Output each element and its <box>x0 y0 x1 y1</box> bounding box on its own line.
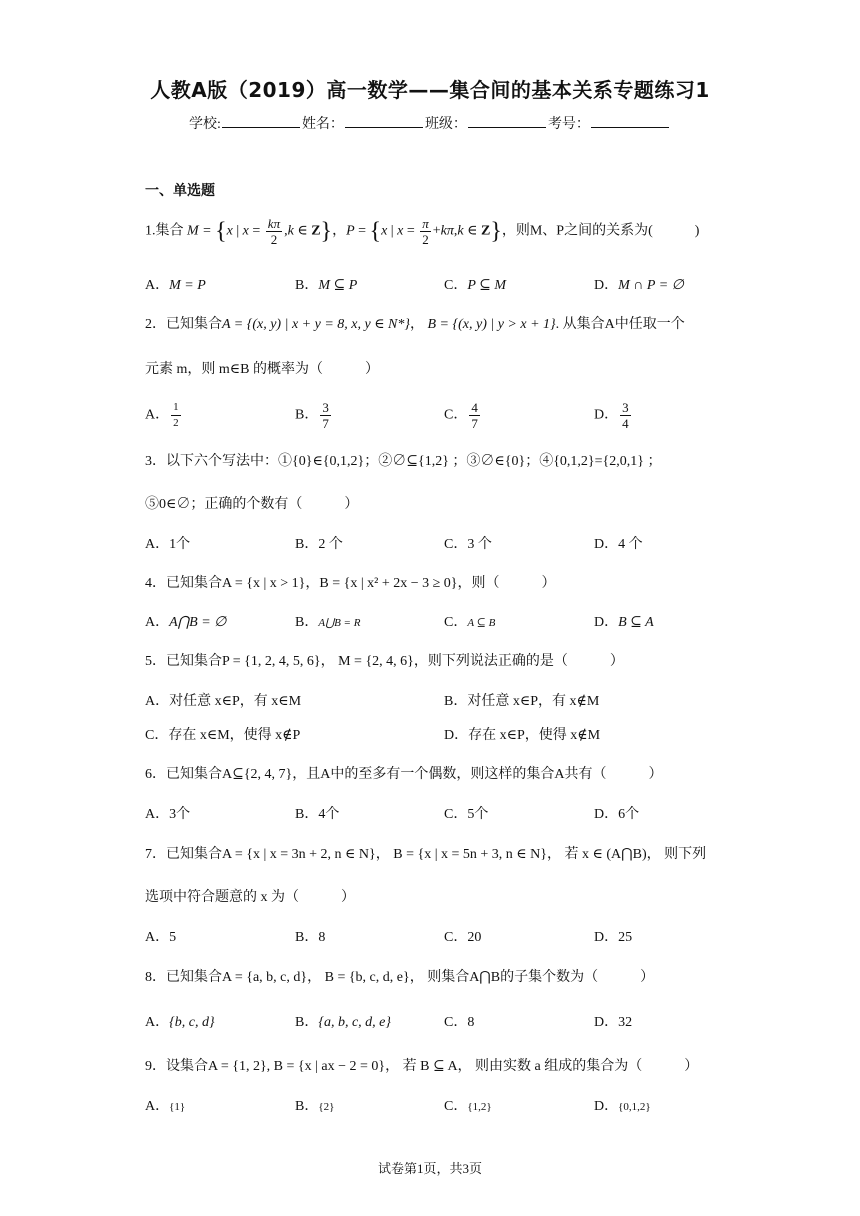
page-title: 人教A版（2019）高一数学——集合间的基本关系专题练习1 <box>150 78 710 102</box>
question-2: 2．已知集合A = {(x, y) | x + y = 8, x, y ∈ N*}， B = {(x, y) | y > x + 1}. 从集合A中任取一个 <box>145 317 685 332</box>
q9-option-b[interactable]: B．{2} <box>295 1099 335 1114</box>
q8-option-d[interactable]: D．32 <box>594 1015 633 1030</box>
q4-option-c[interactable]: C．A ⊆ B <box>444 615 496 630</box>
q3-option-b[interactable]: B．2 个 <box>295 537 343 552</box>
q9-option-a[interactable]: A．{1} <box>145 1099 186 1114</box>
name-blank <box>345 115 423 128</box>
question-1: 1.集合 M = {x | x = $\frac{k\pi}{2}$ ,k ∈ Z}，P = {x | x = $\frac{\pi}{2}$ +kπ,k ∈ Z}，则M、P之间的关系为( ) <box>145 216 700 247</box>
student-info-line <box>0 113 860 133</box>
q9-option-d[interactable]: D．{0,1,2} <box>594 1099 651 1114</box>
q4-option-d[interactable]: D．B ⊆ A <box>594 615 654 630</box>
school-label: 学校: <box>189 117 221 132</box>
class-label: 班级： <box>424 117 467 132</box>
class-blank <box>468 115 546 128</box>
school-blank <box>222 115 300 128</box>
question-3-line-2: ⑤0∈∅；正确的个数有（ ） <box>145 497 359 512</box>
q7-option-b[interactable]: B．8 <box>295 930 326 945</box>
name-label: 姓名： <box>301 117 344 132</box>
q2-option-b[interactable]: B． $\frac{3}{7}$ <box>295 400 329 431</box>
question-7-line-2: 选项中符合题意的 x 为（ ） <box>145 890 355 905</box>
q7-option-a[interactable]: A．5 <box>145 930 177 945</box>
q8-option-a[interactable]: A．{b, c, d} <box>145 1015 215 1030</box>
question-5: 5．已知集合P = {1, 2, 4, 5, 6}， M = {2, 4, 6}，则下列说法正确的是（ ） <box>145 654 624 669</box>
section-title: 一、单选题 <box>145 183 215 199</box>
question-2-line-2: 元素 m，则 m∈B 的概率为（ ） <box>145 362 379 377</box>
q3-option-d[interactable]: D．4 个 <box>594 537 643 552</box>
q7-option-c[interactable]: C．20 <box>444 930 482 945</box>
q2-option-d[interactable]: D． $\frac{3}{4}$ <box>594 400 629 431</box>
q5-option-c[interactable]: C．存在 x∈M，使得 x∉P <box>145 728 301 743</box>
q9-option-c[interactable]: C．{1,2} <box>444 1099 492 1114</box>
id-blank <box>591 115 669 128</box>
question-7: 7．已知集合A = {x | x = 3n + 2, n ∈ N}， B = {x | x = 5n + 3, n ∈ N}， 若 x ∈ (A⋂B)， 则下列 <box>145 847 707 862</box>
q3-option-a[interactable]: A．1个 <box>145 537 191 552</box>
q1-option-a[interactable]: A．M = P <box>145 278 206 293</box>
question-8: 8．已知集合A = {a, b, c, d}， B = {b, c, d, e}， 则集合A⋂B的子集个数为（ ） <box>145 970 655 985</box>
question-9: 9．设集合A = {1, 2}, B = {x | ax − 2 = 0}， 若 B ⊆ A， 则由实数 a 组成的集合为（ ） <box>145 1059 699 1074</box>
q6-option-d[interactable]: D．6个 <box>594 807 640 822</box>
q6-option-b[interactable]: B．4个 <box>295 807 340 822</box>
q8-option-c[interactable]: C．8 <box>444 1015 475 1030</box>
q1-option-d[interactable]: D．M ∩ P = ∅ <box>594 278 684 293</box>
q4-option-b[interactable]: B．A⋃B = R <box>295 615 361 630</box>
q1-option-c[interactable]: C．P ⊆ M <box>444 278 507 293</box>
q2-option-a[interactable]: A． $\frac{1}{2}$ <box>145 401 179 429</box>
q5-option-d[interactable]: D．存在 x∈P，使得 x∉M <box>444 728 601 743</box>
question-6: 6．已知集合A⊆{2, 4, 7}，且A中的至多有一个偶数，则这样的集合A共有（ ） <box>145 767 663 782</box>
q6-option-a[interactable]: A．3个 <box>145 807 191 822</box>
page-footer: 试卷第1页，共3页 <box>377 1161 482 1176</box>
q1-option-b[interactable]: B．M ⊆ P <box>295 278 358 293</box>
q6-option-c[interactable]: C．5个 <box>444 807 489 822</box>
q3-option-c[interactable]: C．3 个 <box>444 537 492 552</box>
q4-option-a[interactable]: A．A⋂B = ∅ <box>145 615 227 630</box>
q2-option-c[interactable]: C． $\frac{4}{7}$ <box>444 400 478 431</box>
id-label: 考号： <box>547 117 590 132</box>
q7-option-d[interactable]: D．25 <box>594 930 633 945</box>
q8-option-b[interactable]: B．{a, b, c, d, e} <box>295 1015 391 1030</box>
q5-option-b[interactable]: B．对任意 x∈P，有 x∉M <box>444 694 600 709</box>
q5-option-a[interactable]: A．对任意 x∈P，有 x∈M <box>145 694 302 709</box>
question-4: 4．已知集合A = {x | x > 1}，B = {x | x² + 2x − 3 ≥ 0}，则（ ） <box>145 576 556 591</box>
question-3: 3．以下六个写法中：①{0}∈{0,1,2}；②∅⊆{1,2} ；③∅∈{0}；④{0,1,2}={2,0,1} ； <box>145 454 662 469</box>
